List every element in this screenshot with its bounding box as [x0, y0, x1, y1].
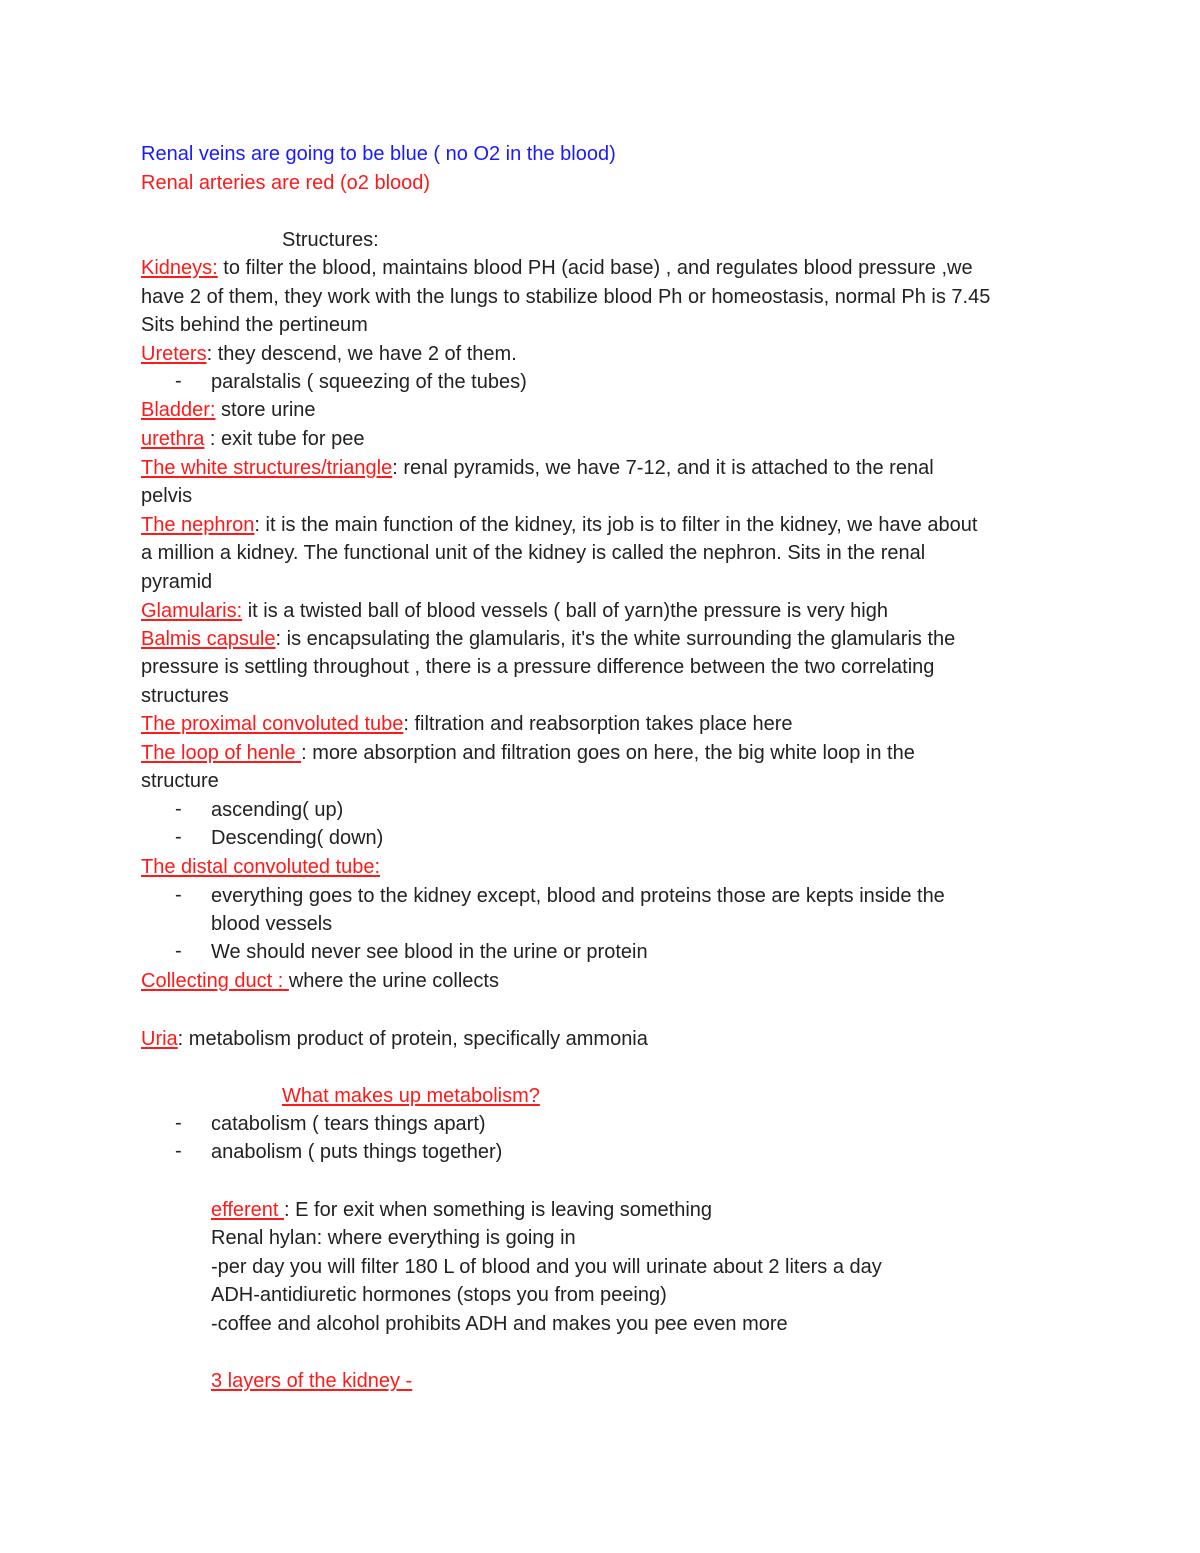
loop-bullet-ascending: ascending( up) — [211, 799, 344, 821]
efferent-term: efferent — [211, 1199, 285, 1221]
bullet-dash: - — [175, 1112, 182, 1134]
balmis-line-3: structures — [141, 685, 229, 707]
bullet-dash: - — [175, 884, 182, 906]
kidneys-line — [141, 256, 973, 280]
loop-text: : more absorption and filtration goes on here, the big white loop in the — [301, 742, 915, 764]
bladder-term: Bladder: — [141, 399, 216, 421]
note-line: -per day you will filter 180 L of blood and you will urinate about 2 liters a day — [211, 1256, 882, 1278]
bladder-text: store urine — [215, 399, 316, 421]
note-line: -coffee and alcohol prohibits ADH and makes you pee even more — [211, 1313, 788, 1335]
bullet-dash: - — [175, 826, 182, 848]
loop-line — [141, 741, 915, 765]
white-structures-text: : renal pyramids, we have 7-12, and it is attached to the renal — [392, 457, 934, 479]
distal-term: The distal convoluted tube: — [141, 856, 381, 878]
renal-veins-line: Renal veins are going to be blue ( no O2 in the blood) — [141, 143, 616, 165]
metabolism-bullet-catabolism: catabolism ( tears things apart) — [211, 1113, 486, 1135]
bullet-dash: - — [175, 1140, 182, 1162]
collecting-text: where the urine collects — [288, 970, 499, 992]
kidneys-text: to filter the blood, maintains blood PH (acid base) , and regulates blood pressure ,we — [217, 257, 973, 279]
distal-bullet-2: We should never see blood in the urine or protein — [211, 941, 648, 963]
renal-arteries-line: Renal arteries are red (o2 blood) — [141, 172, 431, 194]
kidneys-line-3: Sits behind the pertineum — [141, 314, 368, 336]
urethra-term: urethra — [141, 428, 205, 450]
balmis-line-2: pressure is settling throughout , there is a pressure difference between the two correlating — [141, 656, 935, 678]
balmis-line — [141, 627, 955, 651]
ureters-term: Ureters — [141, 343, 207, 365]
layers-heading — [211, 1369, 412, 1393]
structures-heading: Structures: — [282, 229, 379, 251]
ureters-text: : they descend, we have 2 of them. — [206, 343, 517, 365]
proximal-text: : filtration and reabsorption takes place here — [403, 713, 793, 735]
bullet-dash: - — [175, 940, 182, 962]
glamularis-line — [141, 599, 888, 623]
urethra-line — [141, 427, 364, 451]
balmis-term: Balmis capsule — [141, 628, 276, 650]
nephron-term: The nephron — [141, 514, 255, 536]
kidneys-term: Kidneys: — [141, 257, 218, 279]
metabolism-heading — [282, 1084, 540, 1108]
bladder-line — [141, 398, 316, 422]
ureters-bullet: paralstalis ( squeezing of the tubes) — [211, 371, 527, 393]
bullet-dash: - — [175, 798, 182, 820]
uria-text: : metabolism product of protein, specifically ammonia — [177, 1028, 648, 1050]
note-line: Renal hylan: where everything is going in — [211, 1227, 576, 1249]
uria-line — [141, 1027, 648, 1051]
white-structures-line — [141, 456, 934, 480]
bullet-dash: - — [175, 370, 182, 392]
nephron-line — [141, 513, 977, 537]
efferent-line — [211, 1198, 712, 1222]
uria-term: Uria — [141, 1028, 178, 1050]
white-structures-line-2: pelvis — [141, 485, 193, 507]
nephron-line-2: a million a kidney. The functional unit of the kidney is called the nephron. Sits in the renal — [141, 542, 926, 564]
kidneys-line-2: have 2 of them, they work with the lungs to stabilize blood Ph or homeostasis, normal Ph is 7.45 — [141, 286, 991, 308]
urethra-text: : exit tube for pee — [204, 428, 365, 450]
efferent-text: : E for exit when something is leaving something — [284, 1199, 713, 1221]
white-structures-term: The white structures/triangle — [141, 457, 393, 479]
proximal-line — [141, 712, 793, 736]
nephron-line-3: pyramid — [141, 571, 213, 593]
loop-term: The loop of henle — [141, 742, 302, 764]
ureters-line — [141, 342, 517, 366]
note-line: ADH-antidiuretic hormones (stops you from peeing) — [211, 1284, 667, 1306]
loop-line-2: structure — [141, 770, 219, 792]
collecting-term: Collecting duct : — [141, 970, 289, 992]
glamularis-text: it is a twisted ball of blood vessels ( ball of yarn)the pressure is very high — [242, 600, 888, 622]
proximal-term: The proximal convoluted tube — [141, 713, 404, 735]
layers-heading-text: 3 layers of the kidney - — [211, 1370, 413, 1392]
distal-line — [141, 855, 380, 879]
balmis-text: : is encapsulating the glamularis, it's the white surrounding the glamularis the — [275, 628, 956, 650]
distal-bullet-1-line-2: blood vessels — [211, 913, 333, 935]
loop-bullet-descending: Descending( down) — [211, 827, 384, 849]
glamularis-term: Glamularis: — [141, 600, 243, 622]
distal-bullet-1: everything goes to the kidney except, blood and proteins those are kepts inside the — [211, 885, 945, 907]
collecting-line — [141, 969, 499, 993]
metabolism-heading-text: What makes up metabolism? — [282, 1085, 540, 1107]
metabolism-bullet-anabolism: anabolism ( puts things together) — [211, 1141, 503, 1163]
nephron-text: : it is the main function of the kidney, its job is to filter in the kidney, we have about — [254, 514, 978, 536]
